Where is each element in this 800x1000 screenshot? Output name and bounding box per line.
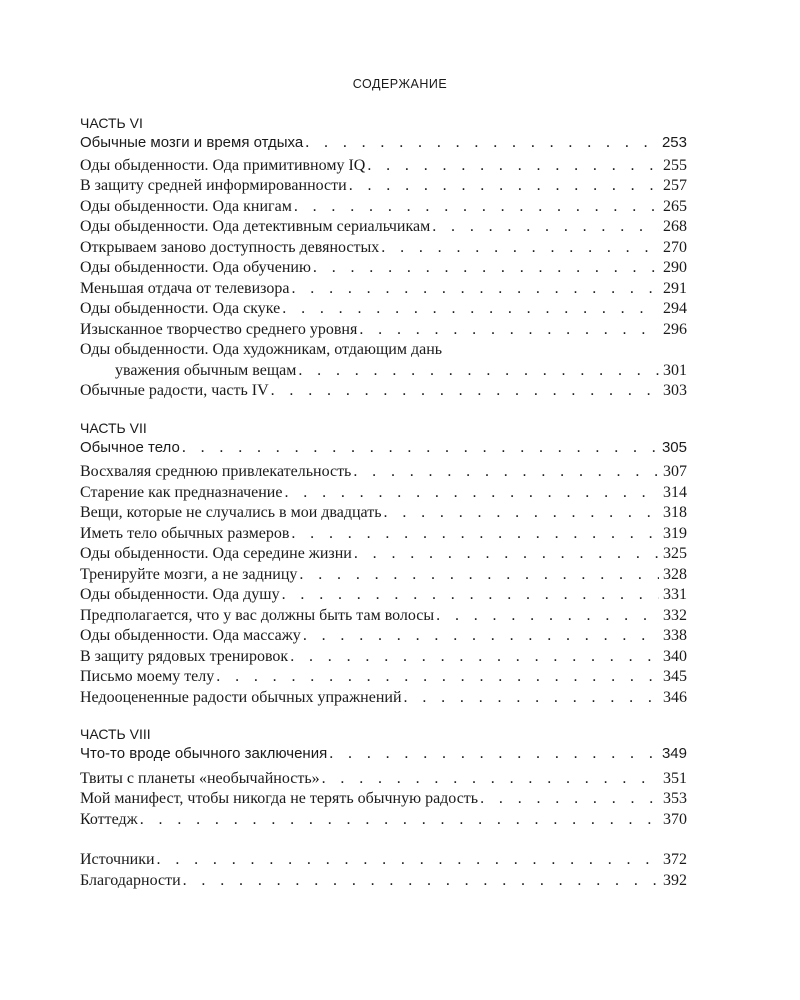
entry-title: Оды обыденности. Ода книгам xyxy=(80,197,292,215)
entry-page: 257 xyxy=(663,177,687,194)
dot-leader xyxy=(305,133,659,154)
dot-leader xyxy=(290,647,659,668)
entry-page: 268 xyxy=(663,218,687,235)
page-title: СОДЕРЖАНИЕ xyxy=(352,77,448,91)
entry-title: Благодарности xyxy=(80,871,181,889)
toc-entry[interactable] xyxy=(80,606,687,627)
dot-leader xyxy=(291,524,659,545)
entry-page: 291 xyxy=(663,279,687,297)
dot-leader xyxy=(291,279,659,300)
dot-leader xyxy=(299,565,659,586)
dot-leader xyxy=(367,156,659,177)
entry-page: 372 xyxy=(663,851,687,868)
part-8 xyxy=(80,724,687,830)
entry-title: Изысканное творчество среднего уровня xyxy=(80,320,358,338)
entry-title: Восхваляя среднюю привлекательность xyxy=(80,463,352,480)
dot-leader xyxy=(480,789,659,810)
entry-title: Вещи, которые не случались в мои двадцать xyxy=(80,504,382,521)
entry-title: Письмо моему телу xyxy=(80,668,215,685)
dot-leader xyxy=(349,176,659,197)
dot-leader xyxy=(282,585,659,606)
entry-page: 351 xyxy=(663,769,687,787)
entry-page: 370 xyxy=(663,810,687,828)
entry-page: 340 xyxy=(663,647,687,665)
entry-page: 255 xyxy=(663,156,687,174)
entry-page: 301 xyxy=(663,361,687,379)
entry-page: 294 xyxy=(663,300,687,317)
toc-entry[interactable] xyxy=(80,503,687,524)
part-heading: ЧАСТЬ VIII xyxy=(80,726,151,742)
toc-entry[interactable] xyxy=(80,197,687,218)
toc-entry[interactable] xyxy=(80,238,687,259)
toc-entry[interactable] xyxy=(80,647,687,668)
dot-leader xyxy=(322,769,659,790)
entry-title: Оды обыденности. Ода скуке xyxy=(80,300,281,317)
part-7 xyxy=(80,418,687,709)
entry-title: Источники xyxy=(80,851,155,868)
dot-leader xyxy=(436,606,659,627)
entry-page: 270 xyxy=(663,238,687,256)
entry-title: Твиты с планеты «необычайность» xyxy=(80,769,320,787)
entry-title: Предполагается, что у вас должны быть там волосы xyxy=(80,606,435,624)
entry-page: 331 xyxy=(663,586,687,603)
entry-title: Тренируйте мозги, а не задницу xyxy=(80,565,298,583)
entry-page: 332 xyxy=(663,606,687,624)
entry-title: Что-то вроде обычного заключения xyxy=(80,745,328,762)
entry-page: 314 xyxy=(663,483,687,501)
entry-page: 345 xyxy=(663,668,687,685)
entry-title-line1: Оды обыденности. Ода художникам, отдающим дань xyxy=(80,341,443,358)
toc-entry[interactable] xyxy=(80,626,687,647)
toc-entry[interactable] xyxy=(80,279,687,300)
toc-entry[interactable] xyxy=(80,769,687,790)
toc-entry[interactable] xyxy=(80,299,687,320)
toc-entry[interactable] xyxy=(80,156,687,177)
entry-title: Обычные радости, часть IV xyxy=(80,382,269,399)
toc-entry-multiline[interactable] xyxy=(80,340,687,381)
entry-page: 328 xyxy=(663,565,687,583)
dot-leader xyxy=(303,626,659,647)
dot-leader xyxy=(294,197,659,218)
entry-page: 290 xyxy=(663,259,687,276)
entry-title: Оды обыденности. Ода душу xyxy=(80,586,280,603)
entry-page: 346 xyxy=(663,688,687,706)
toc-entry[interactable] xyxy=(80,744,687,765)
toc-entry[interactable] xyxy=(80,524,687,545)
entry-title-line2: уважения обычным вещам xyxy=(115,361,297,379)
toc-entry[interactable] xyxy=(80,320,687,341)
toc-entry[interactable] xyxy=(80,381,687,402)
part-heading: ЧАСТЬ VI xyxy=(80,115,143,131)
dot-leader xyxy=(216,667,659,688)
entry-title: В защиту средней информированности xyxy=(80,177,347,194)
entry-page: 338 xyxy=(663,627,687,644)
entry-title: Меньшая отдача от телевизора xyxy=(80,279,290,297)
dot-leader xyxy=(353,462,659,483)
entry-title: В защиту рядовых тренировок xyxy=(80,647,289,665)
dot-leader xyxy=(182,438,659,459)
dot-leader xyxy=(432,217,659,238)
dot-leader xyxy=(140,810,659,831)
toc-entry[interactable] xyxy=(80,871,687,892)
entry-title: Оды обыденности. Ода середине жизни xyxy=(80,545,352,562)
entry-title: Мой манифест, чтобы никогда не терять обычную радость xyxy=(80,790,479,807)
entry-title: Коттедж xyxy=(80,810,138,828)
entry-title: Оды обыденности. Ода массажу xyxy=(80,627,301,644)
dot-leader xyxy=(329,744,659,765)
toc-entry[interactable] xyxy=(80,133,687,154)
dot-leader xyxy=(298,361,659,382)
dot-leader xyxy=(381,238,659,259)
dot-leader xyxy=(183,871,659,892)
toc-entry[interactable] xyxy=(80,483,687,504)
entry-title: Старение как предназначение xyxy=(80,483,283,501)
entry-page: 307 xyxy=(663,463,687,480)
toc-entry[interactable] xyxy=(80,688,687,709)
dot-leader xyxy=(284,483,659,504)
entry-page: 318 xyxy=(663,504,687,521)
entry-page: 296 xyxy=(663,320,687,338)
toc-entry[interactable] xyxy=(80,258,687,279)
dot-leader xyxy=(313,258,659,279)
toc-entry[interactable] xyxy=(80,667,687,688)
entry-page: 319 xyxy=(663,524,687,542)
toc-entry[interactable] xyxy=(80,544,687,565)
dot-leader xyxy=(354,544,659,565)
entry-title: Обычное тело xyxy=(80,438,180,456)
entry-title: Оды обыденности. Ода обучению xyxy=(80,259,311,276)
toc-entry[interactable] xyxy=(80,438,687,459)
entry-page: 353 xyxy=(663,790,687,807)
dot-leader xyxy=(157,850,659,871)
entry-title: Оды обыденности. Ода примитивному IQ xyxy=(80,156,366,174)
dot-leader xyxy=(271,381,659,402)
toc-entry[interactable] xyxy=(80,850,687,871)
part-heading: ЧАСТЬ VII xyxy=(80,419,147,436)
dot-leader xyxy=(359,320,659,341)
entry-page: 325 xyxy=(663,545,687,562)
entry-page: 303 xyxy=(663,382,687,399)
dot-leader xyxy=(404,688,659,709)
entry-title: Иметь тело обычных размеров xyxy=(80,524,290,542)
entry-page: 265 xyxy=(663,197,687,215)
toc-entry[interactable] xyxy=(80,217,687,238)
toc-entry[interactable] xyxy=(80,176,687,197)
entry-title: Оды обыденности. Ода детективным сериальчикам xyxy=(80,218,431,235)
entry-page: 392 xyxy=(663,871,687,889)
entry-title: Открываем заново доступность девяностых xyxy=(80,238,380,256)
toc-entry[interactable] xyxy=(80,810,687,831)
table-of-contents xyxy=(80,113,687,891)
toc-entry[interactable] xyxy=(80,462,687,483)
entry-title: Обычные мозги и время отдыха xyxy=(80,134,304,151)
back-matter xyxy=(80,850,687,891)
part-6 xyxy=(80,113,687,402)
dot-leader xyxy=(384,503,659,524)
toc-entry[interactable] xyxy=(80,585,687,606)
entry-page: 253 xyxy=(661,134,687,151)
dot-leader xyxy=(282,299,659,320)
entry-page: 349 xyxy=(661,745,687,762)
entry-page: 305 xyxy=(661,438,687,456)
toc-entry[interactable] xyxy=(80,789,687,810)
entry-title: Недооцененные радости обычных упражнений xyxy=(80,688,402,706)
toc-entry[interactable] xyxy=(80,565,687,586)
